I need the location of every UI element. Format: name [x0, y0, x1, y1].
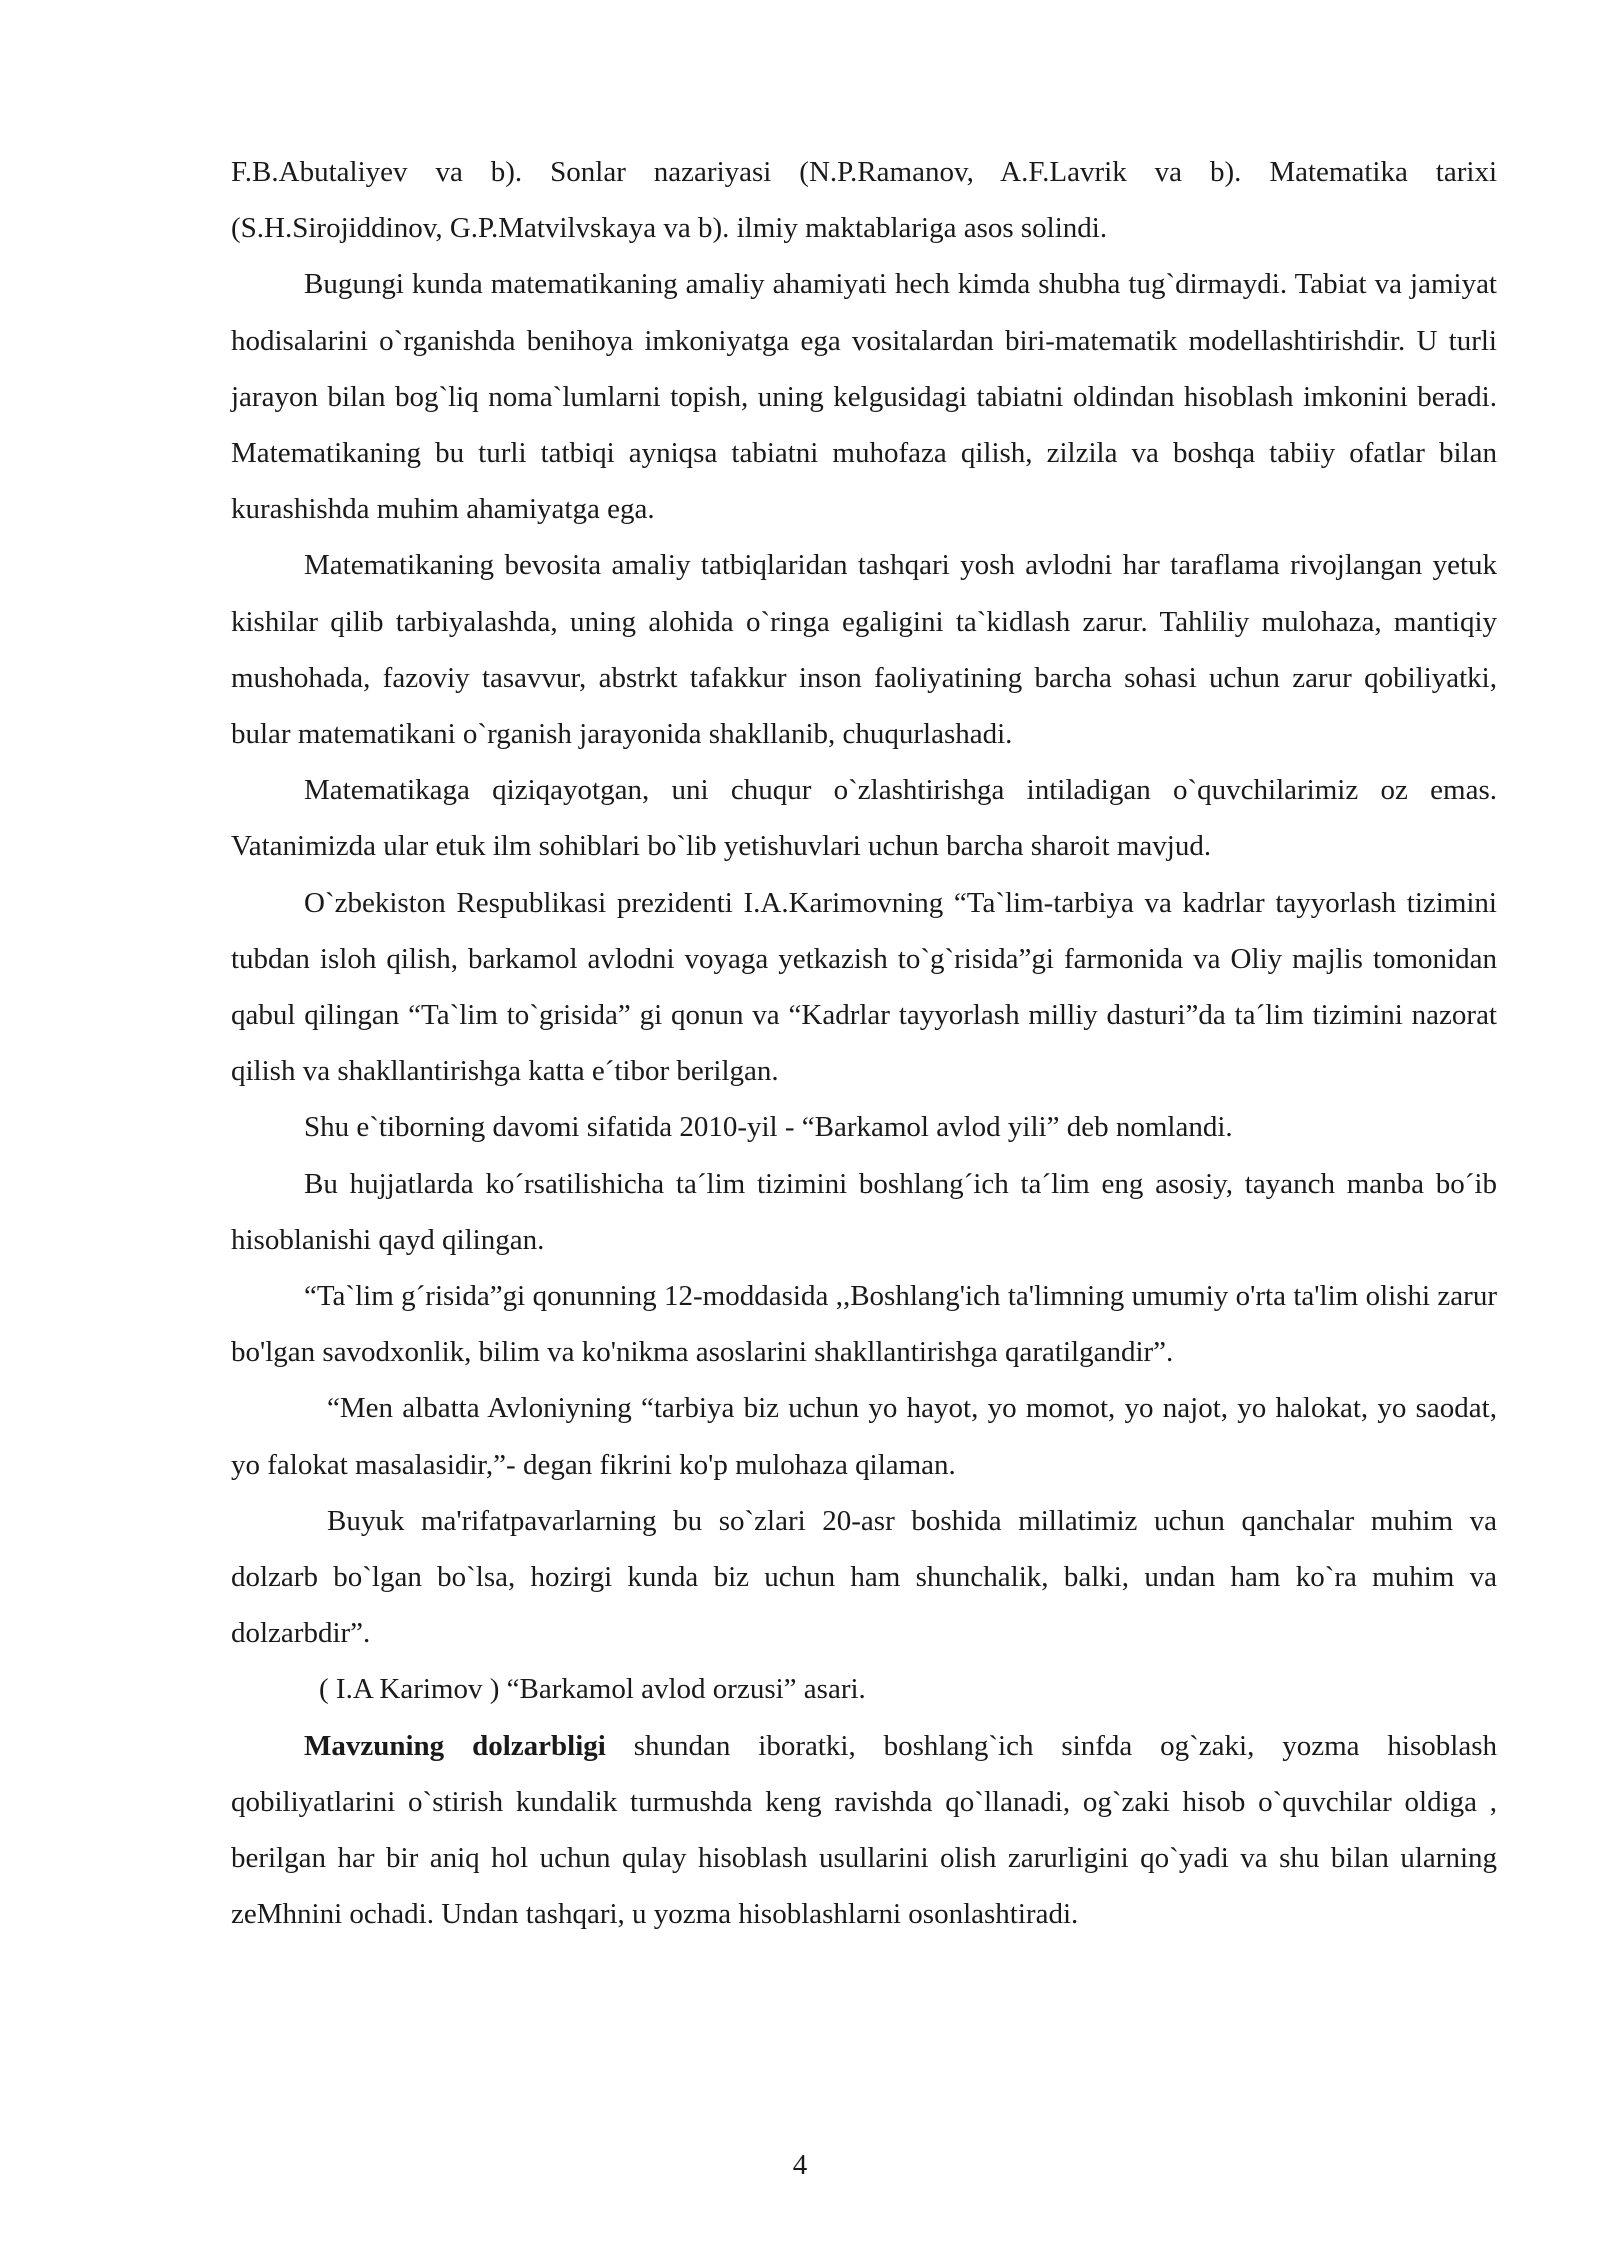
page-number: 4 [792, 2149, 808, 2181]
body-text [231, 144, 1497, 1943]
paragraph-law-article-12: “Ta`lim g´risida”gi qonunning 12-moddasida ,,Boshlang'ich ta'limning umumiy o'rta ta'lim olishi zarur bo'lgan savodxonlik, bilim va ko'nikma asoslarini shakllantirishga qaratilgandir”. [231, 1280, 1497, 1369]
paragraph-year-2010: Shu e`tiborning davomi sifatida 2010-yil - “Barkamol avlod yili” deb nomlandi. [304, 1111, 1233, 1144]
paragraph-practical-importance: Bugungi kunda matematikaning amaliy ahamiyati hech kimda shubha tug`dirmaydi. Tabiat va jamiyat hodisalarini o`rganishda benihoya imkoniyatga ega vositalardan biri-matematik modellashtirishdir. U turli jarayon bilan bog`liq noma`lumlarni topish, uning kelgusidagi tabiatni oldindan hisoblash imkonini beradi. Matematikaning bu turli tatbiqi ayniqsa tabiatni muhofaza qilish, zilzila va boshqa tabiiy ofatlar bilan kurashishda muhim ahamiyatga ega. [231, 268, 1497, 526]
paragraph-presidential-decree: O`zbekiston Respublikasi prezidenti I.A.Karimovning “Ta`lim-tarbiya va kadrlar tayyorlash tizimini tubdan isloh qilish, barkamol avlodni voyaga yetkazish to`g`risida”gi farmonida va Oliy majlis tomonidan qabul qilingan “Ta`lim to`grisida” gi qonun va “Kadrlar tayyorlash milliy dasturi”da ta´lim tizimini nazorat qilish va shakllantirishga katta e´tibor berilgan. [231, 886, 1497, 1088]
paragraph-upbringing: Matematikaning bevosita amaliy tatbiqlaridan tashqari yosh avlodni har taraflama rivojlangan yetuk kishilar qilib tarbiyalashda, uning alohida o`ringa egaligini ta`kidlash zarur. Tahliliy mulohaza, mantiqiy mushohada, fazoviy tasavvur, abstrkt tafakkur inson faoliyatining barcha sohasi uchun zarur qobiliyatki, bular matematikani o`rganish jarayonida shakllanib, chuqurlashadi. [231, 549, 1497, 751]
topic-relevance-text: shundan iboratki, boshlang`ich sinfda og`zaki, yozma hisoblash qobiliyatlarini o`stirish kundalik turmushda keng ravishda qo`llanadi, og`zaki hisob o`quvchilar oldiga , berilgan har bir aniq hol uchun qulay hisoblash usullarini olish zarurligini qo`yadi va shu bilan ularning zeMhnini ochadi. Undan tashqari, u yozma hisoblashlarni osonlashtiradi. [231, 1729, 1497, 1931]
paragraph-primary-education: Bu hujjatlarda ko´rsatilishicha ta´lim tizimini boshlang´ich ta´lim eng asosiy, tayanch manba bo´ib hisoblanishi qayd qilingan. [231, 1167, 1497, 1256]
paragraph-students-interest: Matematikaga qiziqayotgan, uni chuqur o`zlashtirishga intiladigan o`quvchilarimiz oz emas. Vatanimizda ular etuk ilm sohiblari bo`lib yetishuvlari uchun barcha sharoit mavjud. [231, 774, 1497, 863]
topic-relevance-heading: Mavzuning dolzarbligi [304, 1729, 606, 1762]
paragraph-enlighteners: Buyuk ma'rifatpavarlarning bu so`zlari 20-asr boshida millatimiz uchun qanchalar muhim va dolzarb bo`lgan bo`lsa, hozirgi kunda biz uchun ham shunchalik, balki, undan ham ko`ra muhim va dolzarbdir”. [231, 1504, 1497, 1650]
paragraph-quote-source: ( I.A Karimov ) “Barkamol avlod orzusi” asari. [319, 1673, 866, 1706]
paragraph-topic-relevance [231, 1718, 1497, 1943]
paragraph-schools: F.B.Abutaliyev va b). Sonlar nazariyasi (N.P.Ramanov, A.F.Lavrik va b). Matematika tarixi (S.H.Sirojiddinov, G.P.Matvilvskaya va b). ilmiy maktablariga asos solindi. [231, 156, 1497, 245]
paragraph-avloniy-quote: “Men albatta Avloniyning “tarbiya biz uchun yo hayot, yo momot, yo najot, yo halokat, yo saodat, yo falokat masalasidir,”- degan fikrini ko'p mulohaza qilaman. [231, 1392, 1497, 1481]
